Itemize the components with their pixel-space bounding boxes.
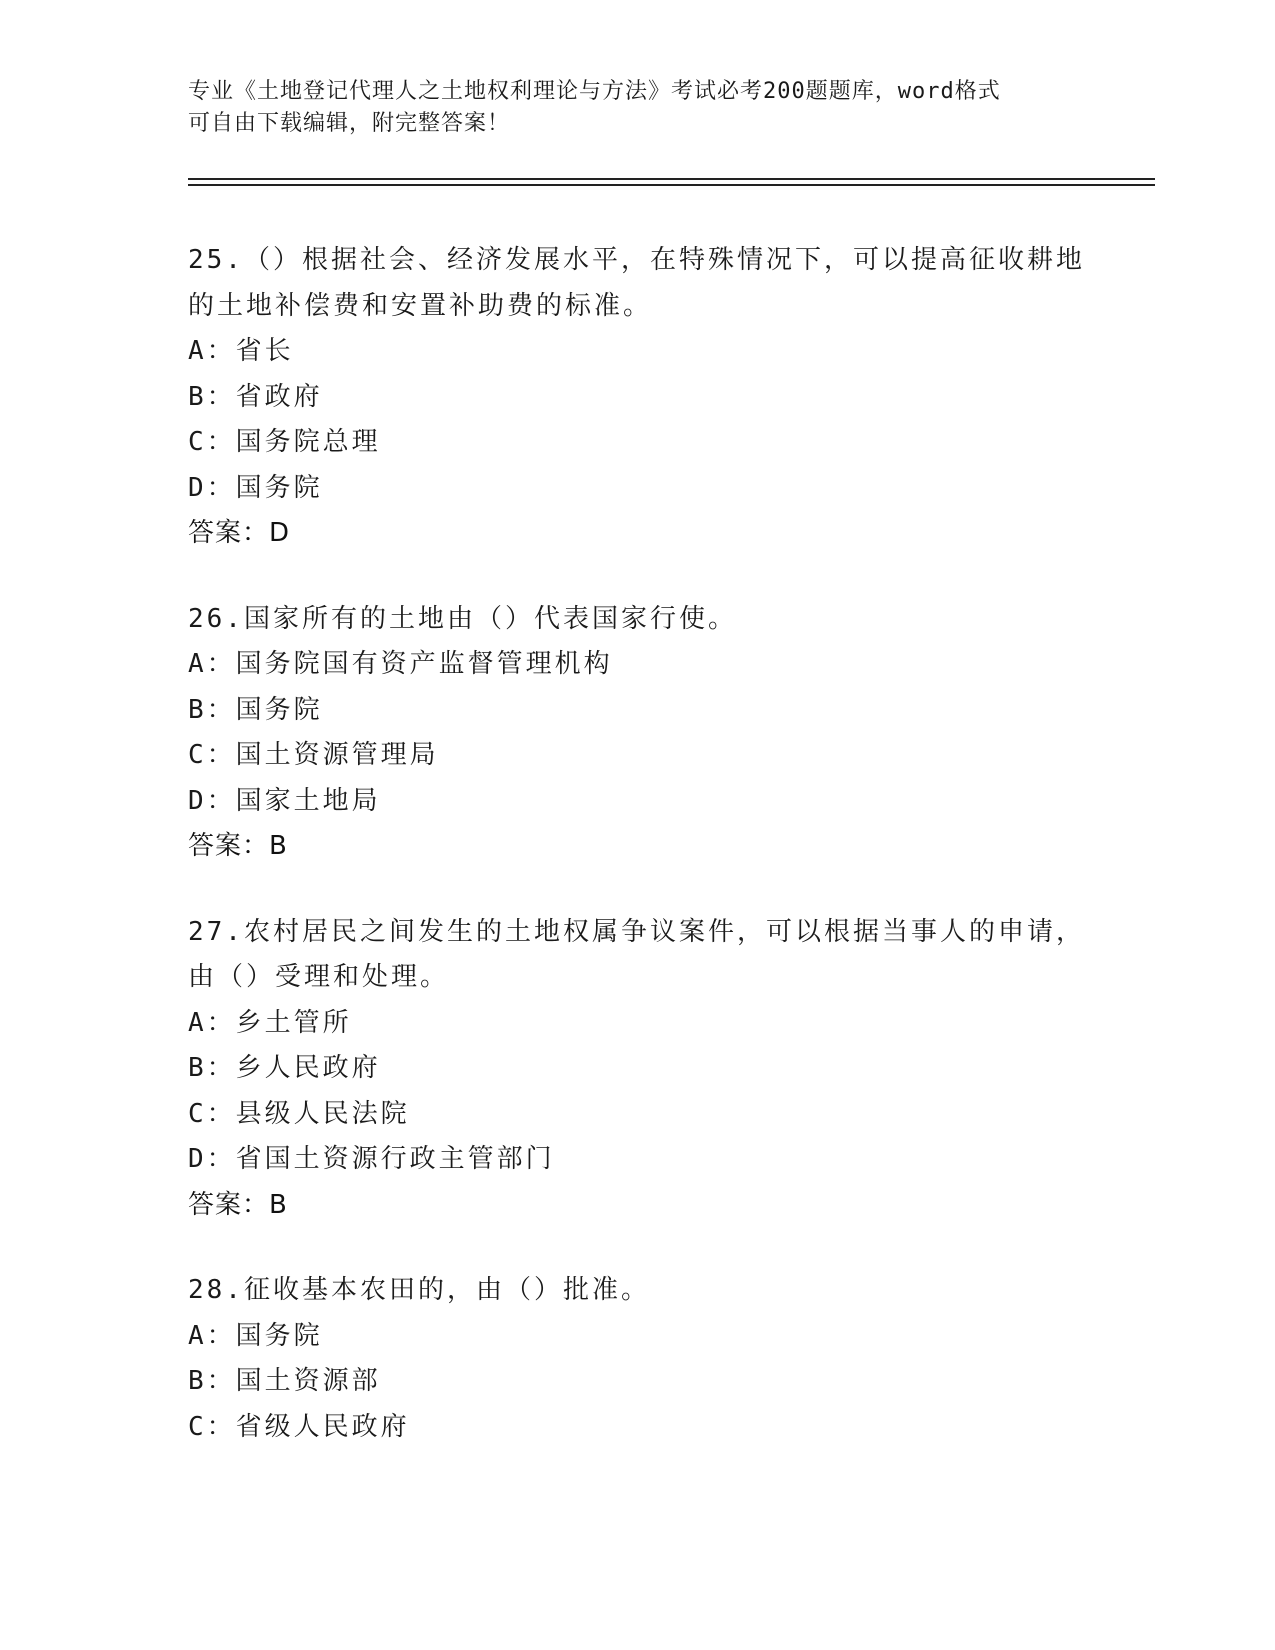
question-text: 27.农村居民之间发生的土地权属争议案件，可以根据当事人的申请， [188,916,1085,947]
option-c: C：国土资源管理局 [188,740,439,770]
option-b: B：国务院 [188,694,323,725]
header-divider [188,178,1155,186]
question-text: 26.国家所有的土地由（）代表国家行使。 [188,603,737,634]
question-27 [188,910,1148,1229]
question-25 [188,238,1148,557]
answer: 答案：B [188,1189,288,1220]
option-c: C：省级人民政府 [188,1411,410,1442]
question-text: 25.（）根据社会、经济发展水平，在特殊情况下，可以提高征收耕地 [188,245,1085,275]
option-d: D：国务院 [188,472,323,503]
answer: 答案：D [188,518,291,548]
option-c: C：县级人民法院 [188,1098,410,1129]
question-list [188,238,1148,1490]
option-b: B：国土资源部 [188,1366,381,1396]
option-a: A：国务院国有资产监督管理机构 [188,649,613,679]
option-a: A：国务院 [188,1320,323,1351]
option-b: B：省政府 [188,381,323,412]
header-line-2: 可自由下载编辑，附完整答案！ [188,111,511,136]
answer: 答案：B [188,831,288,861]
question-28 [188,1268,1148,1450]
option-a: A：乡土管所 [188,1007,352,1038]
question-text: 28.征收基本农田的，由（）批准。 [188,1275,650,1305]
option-d: D：国家土地局 [188,785,381,816]
question-text: 的土地补偿费和安置补助费的标准。 [188,290,653,321]
option-a: A：省长 [188,336,294,366]
question-text: 由（）受理和处理。 [188,962,450,992]
document-header [188,76,1088,140]
option-d: D：省国土资源行政主管部门 [188,1144,555,1174]
option-c: C：国务院总理 [188,427,381,457]
option-b: B：乡人民政府 [188,1053,381,1083]
header-line-1: 专业《土地登记代理人之土地权利理论与方法》考试必考200题题库，word格式 [188,79,1001,104]
question-26 [188,597,1148,870]
